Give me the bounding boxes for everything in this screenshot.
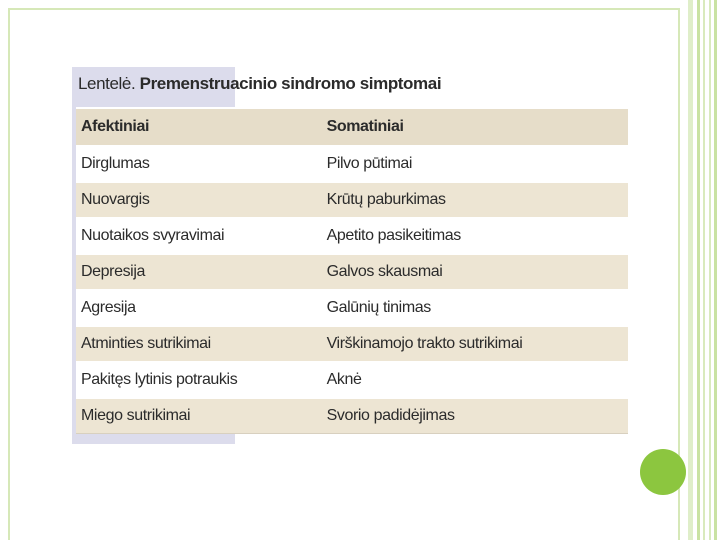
table-caption [72, 67, 441, 101]
cell-somatic: Galvos skausmai [323, 254, 628, 290]
decorative-stripe [703, 0, 705, 540]
cell-somatic: Pilvo pūtimai [323, 146, 628, 182]
cell-affective: Nuotaikos svyravimai [76, 218, 323, 254]
caption-title: Premenstruacinio sindromo simptomai [139, 74, 442, 93]
decorative-stripe [697, 0, 700, 540]
cell-somatic: Krūtų paburkimas [323, 182, 628, 218]
table-row [76, 146, 628, 182]
green-circle-decoration [640, 449, 686, 495]
symptoms-table [76, 107, 628, 434]
cell-somatic: Galūnių tinimas [323, 290, 628, 326]
cell-somatic: Svorio padidėjimas [323, 398, 628, 434]
table-header-row [76, 108, 628, 146]
cell-somatic: Apetito pasikeitimas [323, 218, 628, 254]
cell-affective: Miego sutrikimai [76, 398, 323, 434]
cell-somatic: Aknė [323, 362, 628, 398]
table-row [76, 398, 628, 434]
table-row [76, 290, 628, 326]
table-row [76, 182, 628, 218]
table-row [76, 362, 628, 398]
cell-affective: Dirglumas [76, 146, 323, 182]
decorative-stripe [709, 0, 711, 540]
header-somatic: Somatiniai [323, 108, 628, 146]
table-image [72, 67, 630, 444]
cell-affective: Pakitęs lytinis potraukis [76, 362, 323, 398]
cell-affective: Atminties sutrikimai [76, 326, 323, 362]
cell-affective: Depresija [76, 254, 323, 290]
table-row [76, 254, 628, 290]
caption-label: Lentelė. [78, 74, 136, 93]
table-row [76, 218, 628, 254]
table-row [76, 326, 628, 362]
header-affective: Afektiniai [76, 108, 323, 146]
decorative-stripe [714, 0, 717, 540]
cell-affective: Agresija [76, 290, 323, 326]
cell-somatic: Virškinamojo trakto sutrikimai [323, 326, 628, 362]
cell-affective: Nuovargis [76, 182, 323, 218]
decorative-stripe [688, 0, 693, 540]
